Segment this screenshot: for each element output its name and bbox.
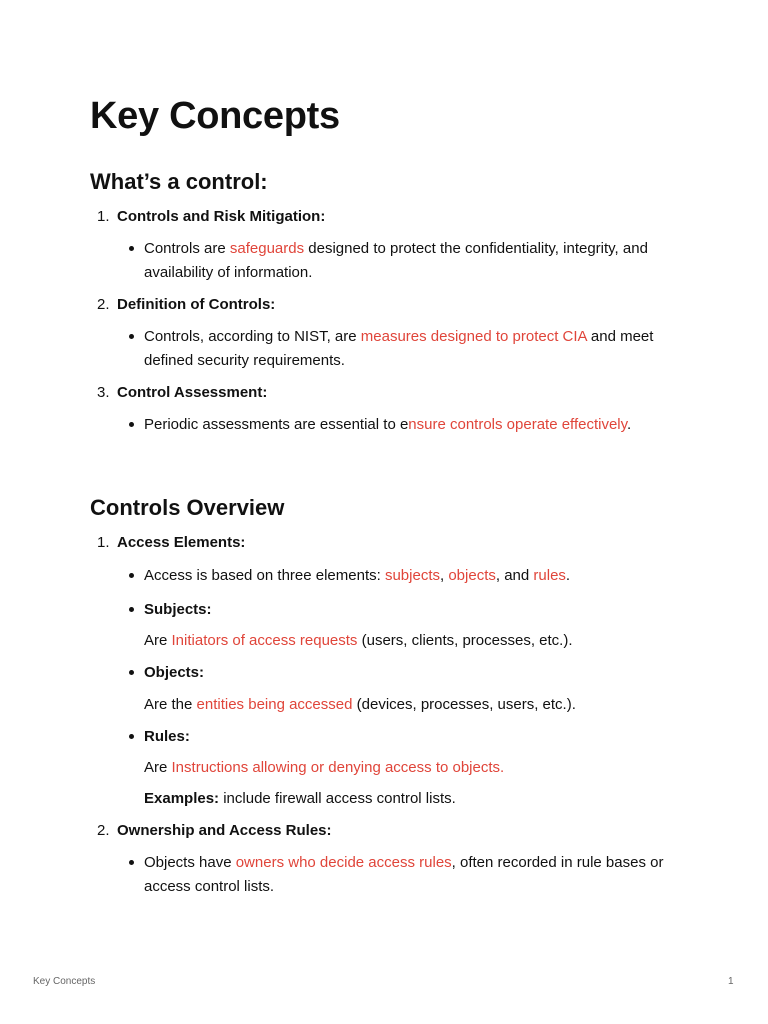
bullet-list: [117, 413, 680, 437]
rules-description: Are Instructions allowing or denying access to objects.: [144, 759, 505, 776]
highlight-text: safeguards: [229, 240, 305, 257]
section-controls-overview: [90, 494, 680, 898]
footer-title: Key Concepts: [33, 976, 96, 987]
numbered-list: [90, 531, 680, 898]
list-number: 3.: [97, 384, 110, 401]
bullet-list: [117, 325, 680, 372]
bullet-list: [117, 725, 680, 749]
list-number: 2.: [97, 296, 110, 313]
bullet-item: Controls are safeguards designed to protect the confidentiality, integrity, and availability of information.: [117, 237, 680, 284]
item-title: Access Elements:: [117, 534, 246, 551]
bullet-item: Periodic assessments are essential to ensure controls operate effectively.: [117, 413, 680, 437]
subjects-label: Subjects:: [144, 600, 212, 618]
highlight-objects: objects: [448, 567, 496, 584]
highlight-text: entities being accessed: [196, 695, 353, 713]
numbered-list: [90, 205, 680, 437]
subjects-description: Are Initiators of access requests (users, clients, processes, etc.).: [144, 632, 573, 649]
bullet-item: Controls, according to NIST, are measures designed to protect CIA and meet defined security requirements.: [117, 325, 680, 372]
examples-text: Examples: include firewall access control lists.: [144, 790, 456, 807]
item-title: Definition of Controls:: [117, 296, 276, 313]
examples-label: Examples:: [144, 790, 220, 807]
list-number: 1.: [97, 534, 110, 551]
section-whats-a-control: [90, 168, 680, 437]
highlight-text: nsure controls operate effectively: [408, 416, 628, 433]
bullet-list: [117, 851, 680, 898]
page-number: 1: [728, 976, 734, 987]
section-heading: What’s a control:: [90, 169, 268, 194]
list-item: [90, 205, 680, 284]
objects-label: Objects:: [144, 664, 205, 681]
highlight-subjects: subjects: [384, 567, 440, 584]
item-title: Control Assessment:: [117, 384, 268, 401]
list-item: [90, 293, 680, 372]
list-item: [90, 819, 680, 898]
page-title: Key Concepts: [90, 95, 340, 137]
bullet-item-subjects: [117, 598, 680, 622]
bullet-list: [117, 237, 680, 284]
list-item: [90, 531, 680, 810]
rules-label: Rules:: [144, 727, 190, 745]
bullet-item-rules: [117, 725, 680, 749]
highlight-text: Instructions allowing or denying access to objects.: [171, 759, 505, 776]
item-title: Controls and Risk Mitigation:: [117, 208, 326, 225]
objects-description: Are the entities being accessed (devices, processes, users, etc.).: [144, 695, 576, 713]
list-number: 1.: [97, 208, 110, 225]
section-heading: Controls Overview: [90, 495, 285, 520]
bullet-list: [117, 564, 680, 621]
highlight-text: Initiators of access requests: [171, 632, 358, 649]
bullet-item: Access is based on three elements: subjects, objects, and rules.: [117, 564, 680, 588]
list-number: 2.: [97, 822, 110, 839]
highlight-text: owners who decide access rules: [235, 854, 452, 871]
highlight-rules: rules: [533, 567, 566, 584]
bullet-list: [117, 661, 680, 685]
bullet-item: Objects have owners who decide access rules, often recorded in rule bases or access control lists.: [117, 851, 680, 898]
bullet-item-objects: [117, 661, 680, 685]
list-item: [90, 381, 680, 437]
item-title: Ownership and Access Rules:: [117, 822, 332, 839]
highlight-text: measures designed to protect CIA: [360, 328, 587, 345]
